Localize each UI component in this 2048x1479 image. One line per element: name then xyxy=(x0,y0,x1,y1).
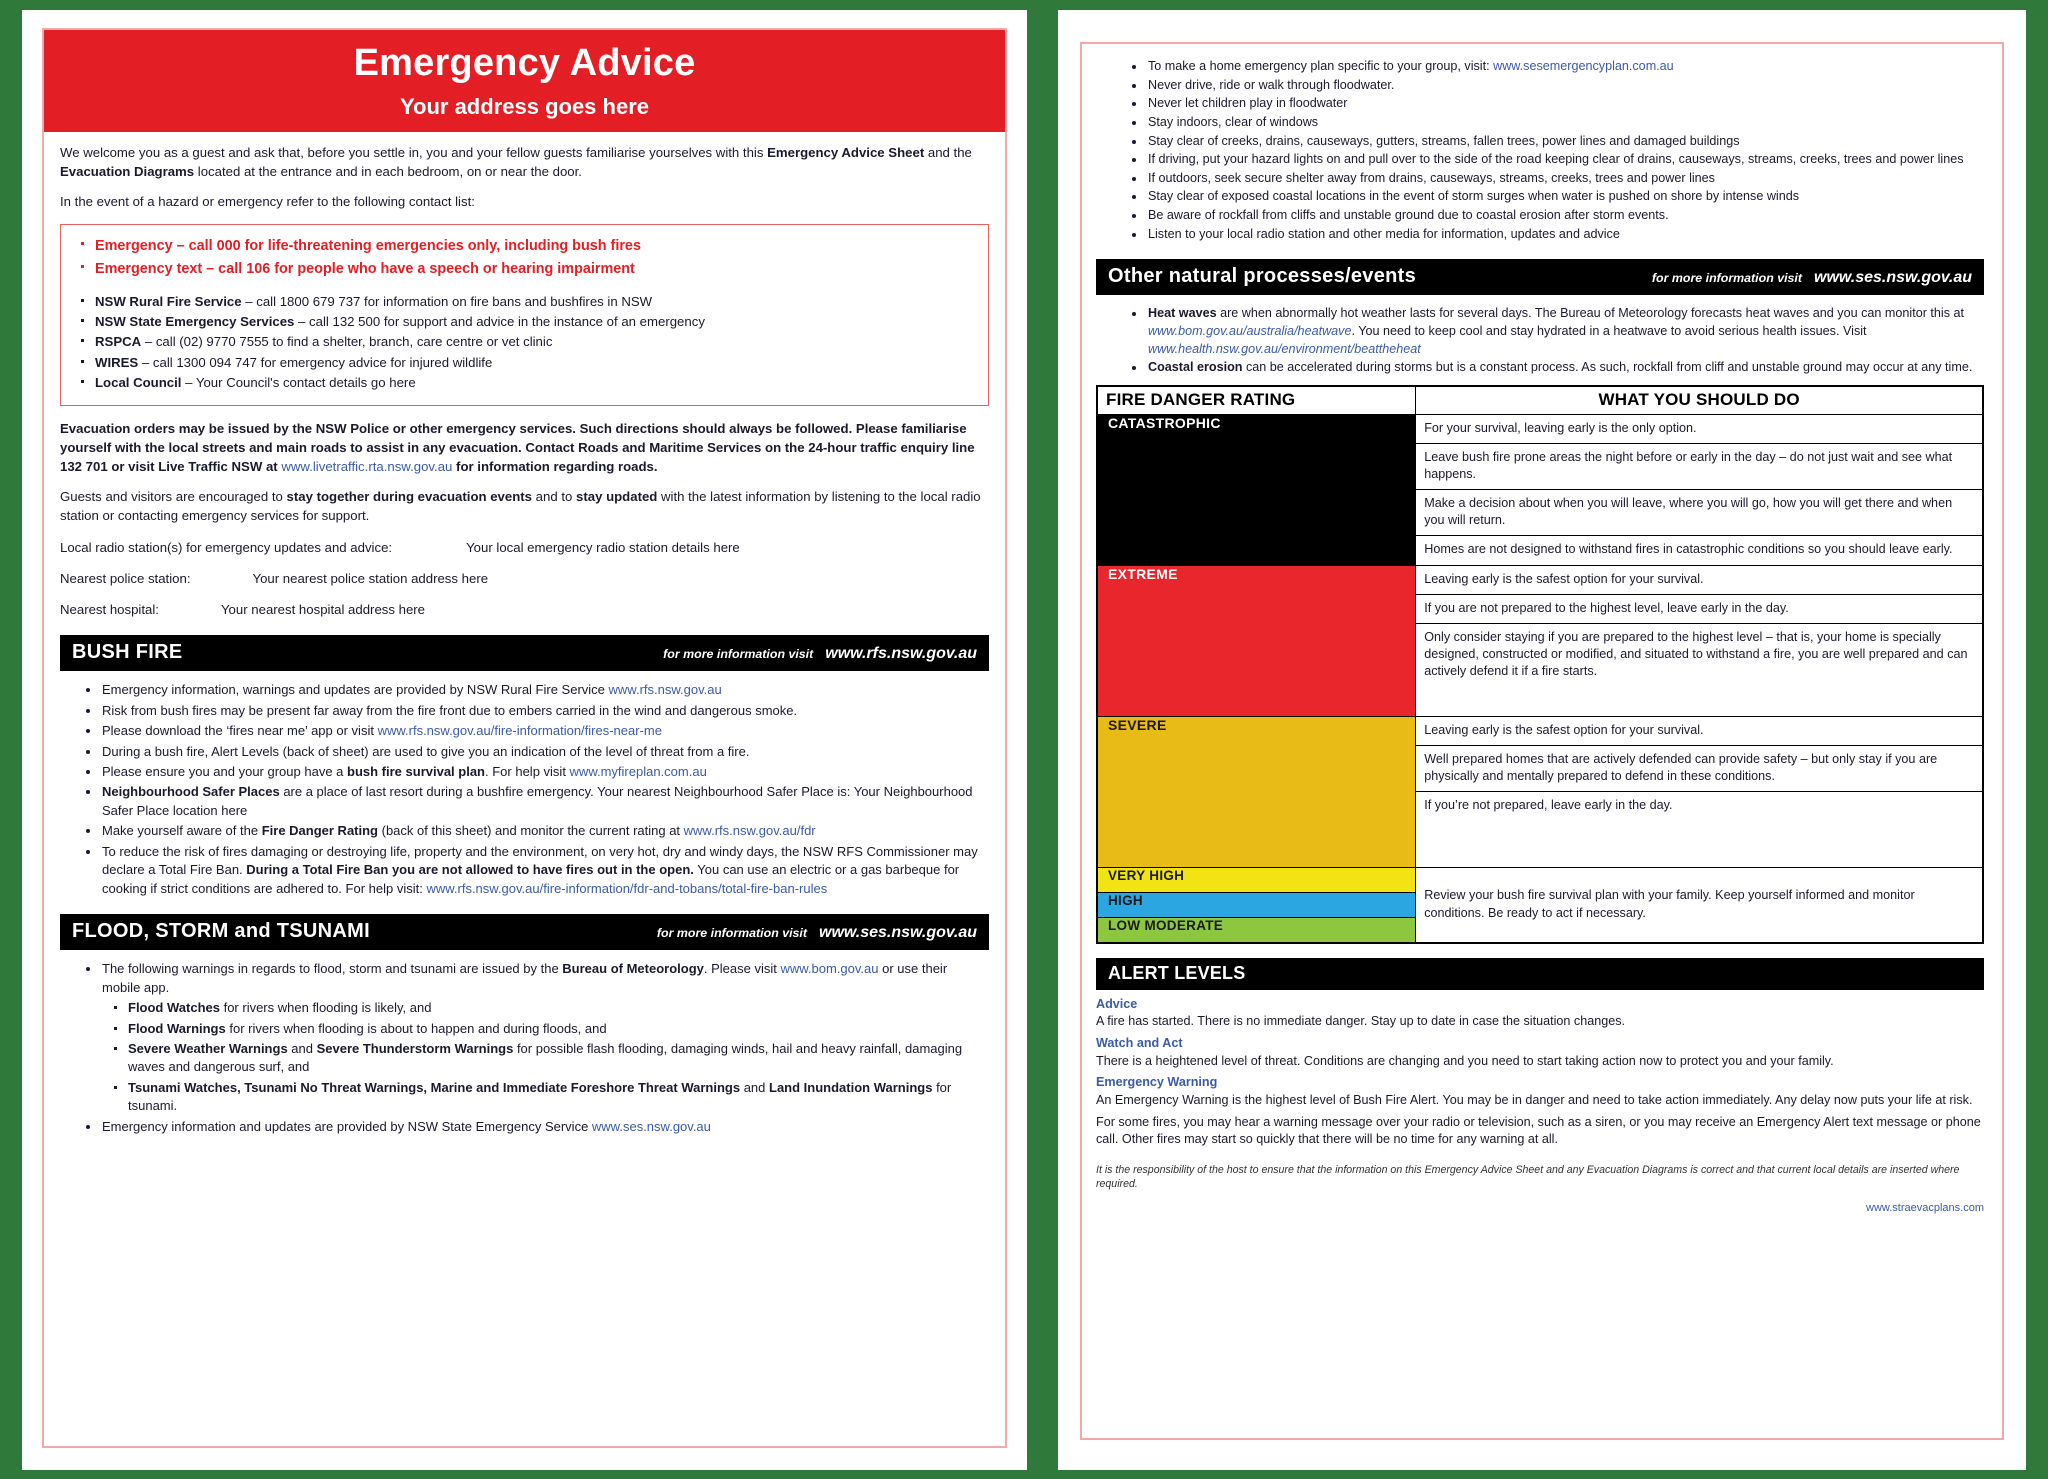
inline-link[interactable]: www.rfs.nsw.gov.au xyxy=(608,682,722,698)
inline-link[interactable]: www.rfs.nsw.gov.au/fire-information/fires-near-me xyxy=(377,723,662,739)
bold-text: Land Inundation Warnings xyxy=(769,1079,933,1095)
rating-cell: EXTREME xyxy=(1097,565,1416,716)
alert-level-title: Emergency Warning xyxy=(1096,1075,1218,1090)
alert-level-item xyxy=(1096,1035,1984,1070)
advice-line: Leaving early is the safest option for your survival. xyxy=(1416,566,1982,595)
contact-item-emergency xyxy=(95,235,980,257)
stay-text-d: stay updated xyxy=(576,489,658,505)
text: can be accelerated during storms but is a constant process. As such, rockfall from cliff and unstable ground may occur at any time. xyxy=(1242,360,1973,375)
inline-link[interactable]: www.myfireplan.com.au xyxy=(569,763,707,779)
text: are a place of last resort during a bushfire emergency. Your nearest Neighbourhood Safer Place is: Your Neighbourhood Safer Place location here xyxy=(102,784,973,818)
text: Stay clear of creeks, drains, causeways, gutters, streams, fallen trees, power lines and damaged buildings xyxy=(1148,133,1740,148)
bold-text: Heat waves xyxy=(1148,306,1217,321)
list-item xyxy=(102,681,989,699)
ses-url[interactable]: www.ses.nsw.gov.au xyxy=(1814,269,1972,287)
emergency-contacts-red-list xyxy=(69,235,980,281)
address-placeholder: Your address goes here xyxy=(399,93,649,119)
emergency-contacts-list xyxy=(69,292,980,392)
list-item xyxy=(128,1079,989,1116)
list-item xyxy=(102,783,989,820)
text: Never drive, ride or walk through floodwater. xyxy=(1148,77,1395,92)
section-title: BUSH FIRE xyxy=(72,641,183,664)
table-body xyxy=(1097,414,1983,943)
stay-text-c: and to xyxy=(532,489,577,505)
text: Stay clear of exposed coastal locations in the event of storm surges when water is pushed on shore by intense winds xyxy=(1148,189,1800,204)
list-item xyxy=(1148,95,1984,113)
bold-text: Neighbourhood Safer Places xyxy=(102,784,280,800)
intro-text-e: located at the entrance and in each bedroom, on or near the door. xyxy=(194,163,582,179)
bold-text: Flood Watches xyxy=(128,1000,220,1016)
text: for rivers when flooding is likely, and xyxy=(219,1000,432,1016)
text: Please download the ‘fires near me’ app or visit xyxy=(102,723,378,739)
text: for possible flash flooding, damaging winds, hail and heavy rainfall, damaging waves and dangerous surf, and xyxy=(128,1040,963,1075)
contact-label: WIRES xyxy=(95,354,139,370)
text: To make a home emergency plan specific to your group, visit: xyxy=(1148,59,1494,73)
text: The following warnings in regards to flood, storm and tsunami are issued by the xyxy=(102,961,563,977)
other-events-bullet-list xyxy=(1096,305,1984,377)
text: and xyxy=(287,1040,317,1056)
bold-text: Severe Thunderstorm Warnings xyxy=(316,1040,514,1056)
footer-disclaimer: It is the responsibility of the host to ensure that the information on this Emergency Advice Sheet and any Evacuation Diagrams is correct and that current local details are inserted where required. xyxy=(1096,1163,1960,1191)
section-title: Other natural processes/events xyxy=(1108,265,1417,288)
contact-detail: – call 1800 679 737 for information on fire bans and bushfires in NSW xyxy=(241,293,653,309)
more-info-label: for more information visit xyxy=(663,647,814,662)
contact-detail: – Your Council's contact details go here xyxy=(181,374,416,390)
field-label: Nearest hospital: xyxy=(60,602,159,618)
text: . You need to keep cool and stay hydrated in a heatwave to avoid serious health issues. Visit xyxy=(1351,323,1867,338)
list-item xyxy=(102,702,989,720)
text: Emergency information, warnings and updates are provided by NSW Rural Fire Service xyxy=(102,682,609,698)
list-item xyxy=(1148,77,1984,95)
contact-item-rfs xyxy=(95,292,980,311)
text: and xyxy=(740,1079,769,1095)
text: Risk from bush fires may be present far away from the fire front due to embers carried in the wind and dangerous smoke. xyxy=(102,702,798,718)
advice-line: Homes are not designed to withstand fires in catastrophic conditions so you should leave early. xyxy=(1424,542,1953,557)
list-item xyxy=(1148,188,1984,206)
advice-line: Leave bush fire prone areas the night before or early in the day – do not just wait and see what happens. xyxy=(1416,444,1982,490)
advice-line: Only consider staying if you are prepared to the highest level – that is, your home is specially designed, constructed or modified, and situated to withstand a fire, you are well prepared and can actively defend it if a fire starts. xyxy=(1424,630,1968,679)
contact-label: RSPCA xyxy=(95,334,142,350)
advice-line: If you are not prepared to the highest level, leave early in the day. xyxy=(1416,595,1982,624)
bold-text: Tsunami Watches, Tsunami No Threat Warnings, Marine and Immediate Foreshore Threat Warnings xyxy=(128,1079,741,1095)
rating-cell: HIGH xyxy=(1097,892,1416,917)
intro-text-d: Evacuation Diagrams xyxy=(60,163,195,179)
table-row xyxy=(1097,716,1983,867)
list-item xyxy=(1148,170,1984,188)
flood-safety-bullet-list xyxy=(1096,58,1984,243)
advice-line: For your survival, leaving early is the only option. xyxy=(1416,415,1982,444)
footer-url[interactable]: www.straevacplans.com xyxy=(1866,1201,1984,1214)
stay-text-a: Guests and visitors are encouraged to xyxy=(60,489,287,505)
right-sheet xyxy=(1080,42,2004,1440)
more-info-label: for more information visit xyxy=(1651,271,1803,286)
list-item xyxy=(102,763,989,781)
evacuation-orders-paragraph xyxy=(60,420,989,476)
list-item xyxy=(102,960,989,1116)
contact-detail: – call 132 500 for support and advice in the instance of an emergency xyxy=(294,314,705,330)
contact-item-emergency-text xyxy=(95,258,980,280)
police-station-field xyxy=(60,569,989,588)
flood-warning-sublist xyxy=(102,999,989,1116)
list-item xyxy=(1148,305,1984,358)
list-item xyxy=(1148,58,1984,76)
left-page xyxy=(22,10,1027,1470)
contact-detail: – call 000 for life-threatening emergencies only, including bush fires xyxy=(172,238,641,255)
contact-detail: – call (02) 9770 7555 to find a shelter, branch, care centre or vet clinic xyxy=(141,334,553,350)
contact-item-wires xyxy=(95,353,980,372)
text: . For help visit xyxy=(485,763,570,779)
bold-text: bush fire survival plan xyxy=(347,763,486,779)
stay-text-b: stay together during evacuation events xyxy=(286,489,533,505)
alert-level-body: A fire has started. There is no immediate danger. Stay up to date in case the situation changes. xyxy=(1096,1014,1626,1029)
alert-levels-extra: For some fires, you may hear a warning message over your radio or television, such as a siren, or you may receive an Emergency Alert text message or phone call. Other fires may start so quickly that there will be no time for any warning at all. xyxy=(1096,1114,1981,1147)
flood-bullet-list xyxy=(60,960,989,1136)
field-label: Nearest police station: xyxy=(60,570,191,586)
inline-link[interactable]: www.bom.gov.au xyxy=(780,961,879,977)
text: Stay indoors, clear of windows xyxy=(1148,114,1319,129)
ses-url[interactable]: www.ses.nsw.gov.au xyxy=(819,924,977,942)
table-row xyxy=(1097,867,1983,892)
hospital-field xyxy=(60,600,989,619)
alert-level-body: There is a heightened level of threat. Conditions are changing and you need to start taking action now to protect you and your family. xyxy=(1096,1053,1834,1068)
contact-label: NSW State Emergency Services xyxy=(95,314,295,330)
bold-text: Bureau of Meteorology xyxy=(562,961,704,977)
list-item xyxy=(128,1040,989,1077)
text: During a bush fire, Alert Levels (back of sheet) are used to give you an indication of the level of threat from a fire. xyxy=(102,743,750,759)
inline-link[interactable]: www.rfs.nsw.gov.au/fire-information/fdr-and-tobans/total-fire-ban-rules xyxy=(426,880,828,896)
intro-paragraph xyxy=(60,144,989,181)
advice-line: Leaving early is the safest option for your survival. xyxy=(1416,717,1982,746)
section-title: FLOOD, STORM and TSUNAMI xyxy=(72,920,370,943)
text: Emergency information and updates are provided by NSW State Emergency Service xyxy=(102,1118,592,1134)
local-radio-field xyxy=(60,538,989,557)
text: You can use an electric or a gas barbeque for cooking if strict conditions are adhered to. For help visit: xyxy=(102,862,960,896)
bush-fire-bullet-list xyxy=(60,681,989,898)
inline-link[interactable]: www.bom.gov.au/australia/heatwave xyxy=(1148,323,1352,338)
bold-text: Severe Weather Warnings xyxy=(128,1040,288,1056)
text: Be aware of rockfall from cliffs and unstable ground due to coastal erosion after storm events. xyxy=(1148,208,1669,222)
text: Make yourself aware of the xyxy=(102,823,262,839)
spacer xyxy=(69,282,980,292)
list-item xyxy=(1148,114,1984,132)
field-value: Your nearest police station address here xyxy=(252,570,489,586)
other-natural-processes-bar xyxy=(1096,259,1984,295)
evac-text-end: for information regarding roads. xyxy=(452,458,658,474)
field-label: Local radio station(s) for emergency updates and advice: xyxy=(60,539,393,555)
list-item xyxy=(1148,359,1984,377)
rfs-url[interactable]: www.rfs.nsw.gov.au xyxy=(825,645,977,663)
contact-detail: – call 106 for people who have a speech or hearing impairment xyxy=(202,261,635,278)
text: If outdoors, seek secure shelter away from drains, causeways, streams, creeks, trees and power lines xyxy=(1148,170,1715,185)
field-value: Your nearest hospital address here xyxy=(220,602,426,618)
list-item xyxy=(102,722,989,740)
bold-text: During a Total Fire Ban you are not allowed to have fires out in the open. xyxy=(246,862,694,878)
rating-cell: VERY HIGH xyxy=(1097,867,1416,892)
contact-label: Emergency text xyxy=(95,261,203,278)
alert-level-title: Watch and Act xyxy=(1096,1036,1183,1050)
column-header-action: WHAT YOU SHOULD DO xyxy=(1416,386,1983,415)
contact-label: Local Council xyxy=(95,374,182,390)
advice-cell-low: Review your bush fire survival plan with your family. Keep yourself informed and monitor conditions. Be ready to act if necessary. xyxy=(1416,867,1983,943)
intro-text-b: Emergency Advice Sheet xyxy=(767,144,925,160)
list-item xyxy=(128,1020,989,1038)
inline-link[interactable]: www.sesemergencyplan.com.au xyxy=(1493,59,1674,73)
alert-levels-list xyxy=(1096,996,1984,1149)
list-item xyxy=(102,743,989,761)
alert-level-item xyxy=(1096,1074,1984,1109)
text: Please ensure you and your group have a xyxy=(102,763,348,779)
alert-level-body: An Emergency Warning is the highest level of Bush Fire Alert. You may be in danger and need to take action immediately. Any delay now puts your life at risk. xyxy=(1096,1092,1973,1107)
alert-levels-bar: ALERT LEVELS xyxy=(1096,958,1984,990)
table-head xyxy=(1097,386,1983,415)
bold-text: Coastal erosion xyxy=(1148,360,1243,375)
intro-text-a: We welcome you as a guest and ask that, before you settle in, you and your fellow guests familiarise yourselves with this xyxy=(60,144,768,160)
rating-cell: CATASTROPHIC xyxy=(1097,414,1416,565)
contact-item-local-council xyxy=(95,373,980,392)
text: are when abnormally hot weather lasts for several days. The Bureau of Meteorology forecasts heat waves and you can monitor this at xyxy=(1216,306,1965,321)
bold-text: Fire Danger Rating xyxy=(261,823,378,839)
bush-fire-section-bar xyxy=(60,635,989,671)
more-info-label: for more information visit xyxy=(656,926,808,941)
text: or use their mobile app. xyxy=(102,961,948,995)
emergency-contacts-box xyxy=(60,224,989,406)
inline-link[interactable]: www.rfs.nsw.gov.au/fdr xyxy=(683,823,816,839)
text: To reduce the risk of fires damaging or destroying life, property and the environment, on very hot, dry and windy days, the NSW RFS Commissioner may declare a Total Fire Ban. xyxy=(102,843,978,878)
text: . Please visit xyxy=(703,961,781,977)
alert-level-title: Advice xyxy=(1096,996,1138,1011)
advice-cell xyxy=(1416,414,1983,565)
intro-text-c: and the xyxy=(924,144,972,160)
inline-link[interactable]: www.ses.nsw.gov.au xyxy=(591,1118,711,1134)
rating-cell: LOW MODERATE xyxy=(1097,917,1416,943)
bold-text: Flood Warnings xyxy=(128,1020,226,1036)
advice-cell xyxy=(1416,565,1983,716)
contact-item-ses xyxy=(95,312,980,331)
list-item xyxy=(102,822,989,840)
contact-list-lead: In the event of a hazard or emergency refer to the following contact list: xyxy=(60,194,475,210)
contact-label: NSW Rural Fire Service xyxy=(95,293,242,309)
page-title: Emergency Advice xyxy=(353,42,696,84)
emergency-advice-header xyxy=(44,30,1005,132)
fire-danger-rating-table xyxy=(1096,385,1984,944)
text: If driving, put your hazard lights on and pull over to the side of the road keeping clear of drains, causeways, streams, creeks, trees and power lines xyxy=(1148,152,1964,167)
list-item xyxy=(102,1118,989,1136)
list-item xyxy=(1148,226,1984,244)
list-item xyxy=(102,843,989,898)
text: for tsunami. xyxy=(128,1079,952,1114)
contact-item-rspca xyxy=(95,332,980,351)
text: Listen to your local radio station and other media for information, updates and advice xyxy=(1148,226,1620,241)
column-header-rating: FIRE DANGER RATING xyxy=(1097,386,1416,415)
contact-detail: – call 1300 094 747 for emergency advice for injured wildlife xyxy=(138,354,493,370)
flood-storm-tsunami-section-bar xyxy=(60,914,989,950)
rating-cell: SEVERE xyxy=(1097,716,1416,867)
left-sheet xyxy=(42,28,1007,1448)
contact-label: Emergency xyxy=(95,238,173,255)
evac-text: Evacuation orders may be issued by the NSW Police or other emergency services. Such directions should always be followed. Please familiarise yourself with the local streets and main roads to assist in any evacuation. Contact Roads and Maritime Services on the 24-hour traffic enquiry line 132 701 or visit Live Traffic NSW at xyxy=(60,421,975,474)
table-row xyxy=(1097,565,1983,716)
stay-text-e: with the latest information by listening to the local radio station or contacting emergency services for support. xyxy=(60,489,981,524)
advice-cell xyxy=(1416,716,1983,867)
advice-line: Well prepared homes that are actively defended can provide safety – but only stay if you are physically and mentally prepared to defend in these conditions. xyxy=(1416,746,1982,792)
list-item xyxy=(1148,151,1984,169)
advice-line: Make a decision about when you will leave, where you will go, how you will get there and when you will return. xyxy=(1416,490,1982,536)
right-page xyxy=(1058,10,2026,1470)
livetraffic-link[interactable]: www.livetraffic.rta.nsw.gov.au xyxy=(281,458,453,474)
advice-line: If you’re not prepared, leave early in the day. xyxy=(1424,798,1673,813)
list-item xyxy=(1148,133,1984,151)
stay-together-paragraph xyxy=(60,488,989,525)
text: Never let children play in floodwater xyxy=(1148,96,1348,111)
text: for rivers when flooding is about to happen and during floods, and xyxy=(225,1020,607,1036)
inline-link[interactable]: www.health.nsw.gov.au/environment/beattheheat xyxy=(1148,341,1421,356)
table-row xyxy=(1097,414,1983,565)
text: (back of this sheet) and monitor the current rating at xyxy=(378,823,684,839)
table-header-row xyxy=(1097,386,1983,415)
alert-level-item xyxy=(1096,996,1984,1031)
list-item xyxy=(1148,207,1984,225)
list-item xyxy=(128,999,989,1017)
field-value: Your local emergency radio station details here xyxy=(466,539,740,555)
